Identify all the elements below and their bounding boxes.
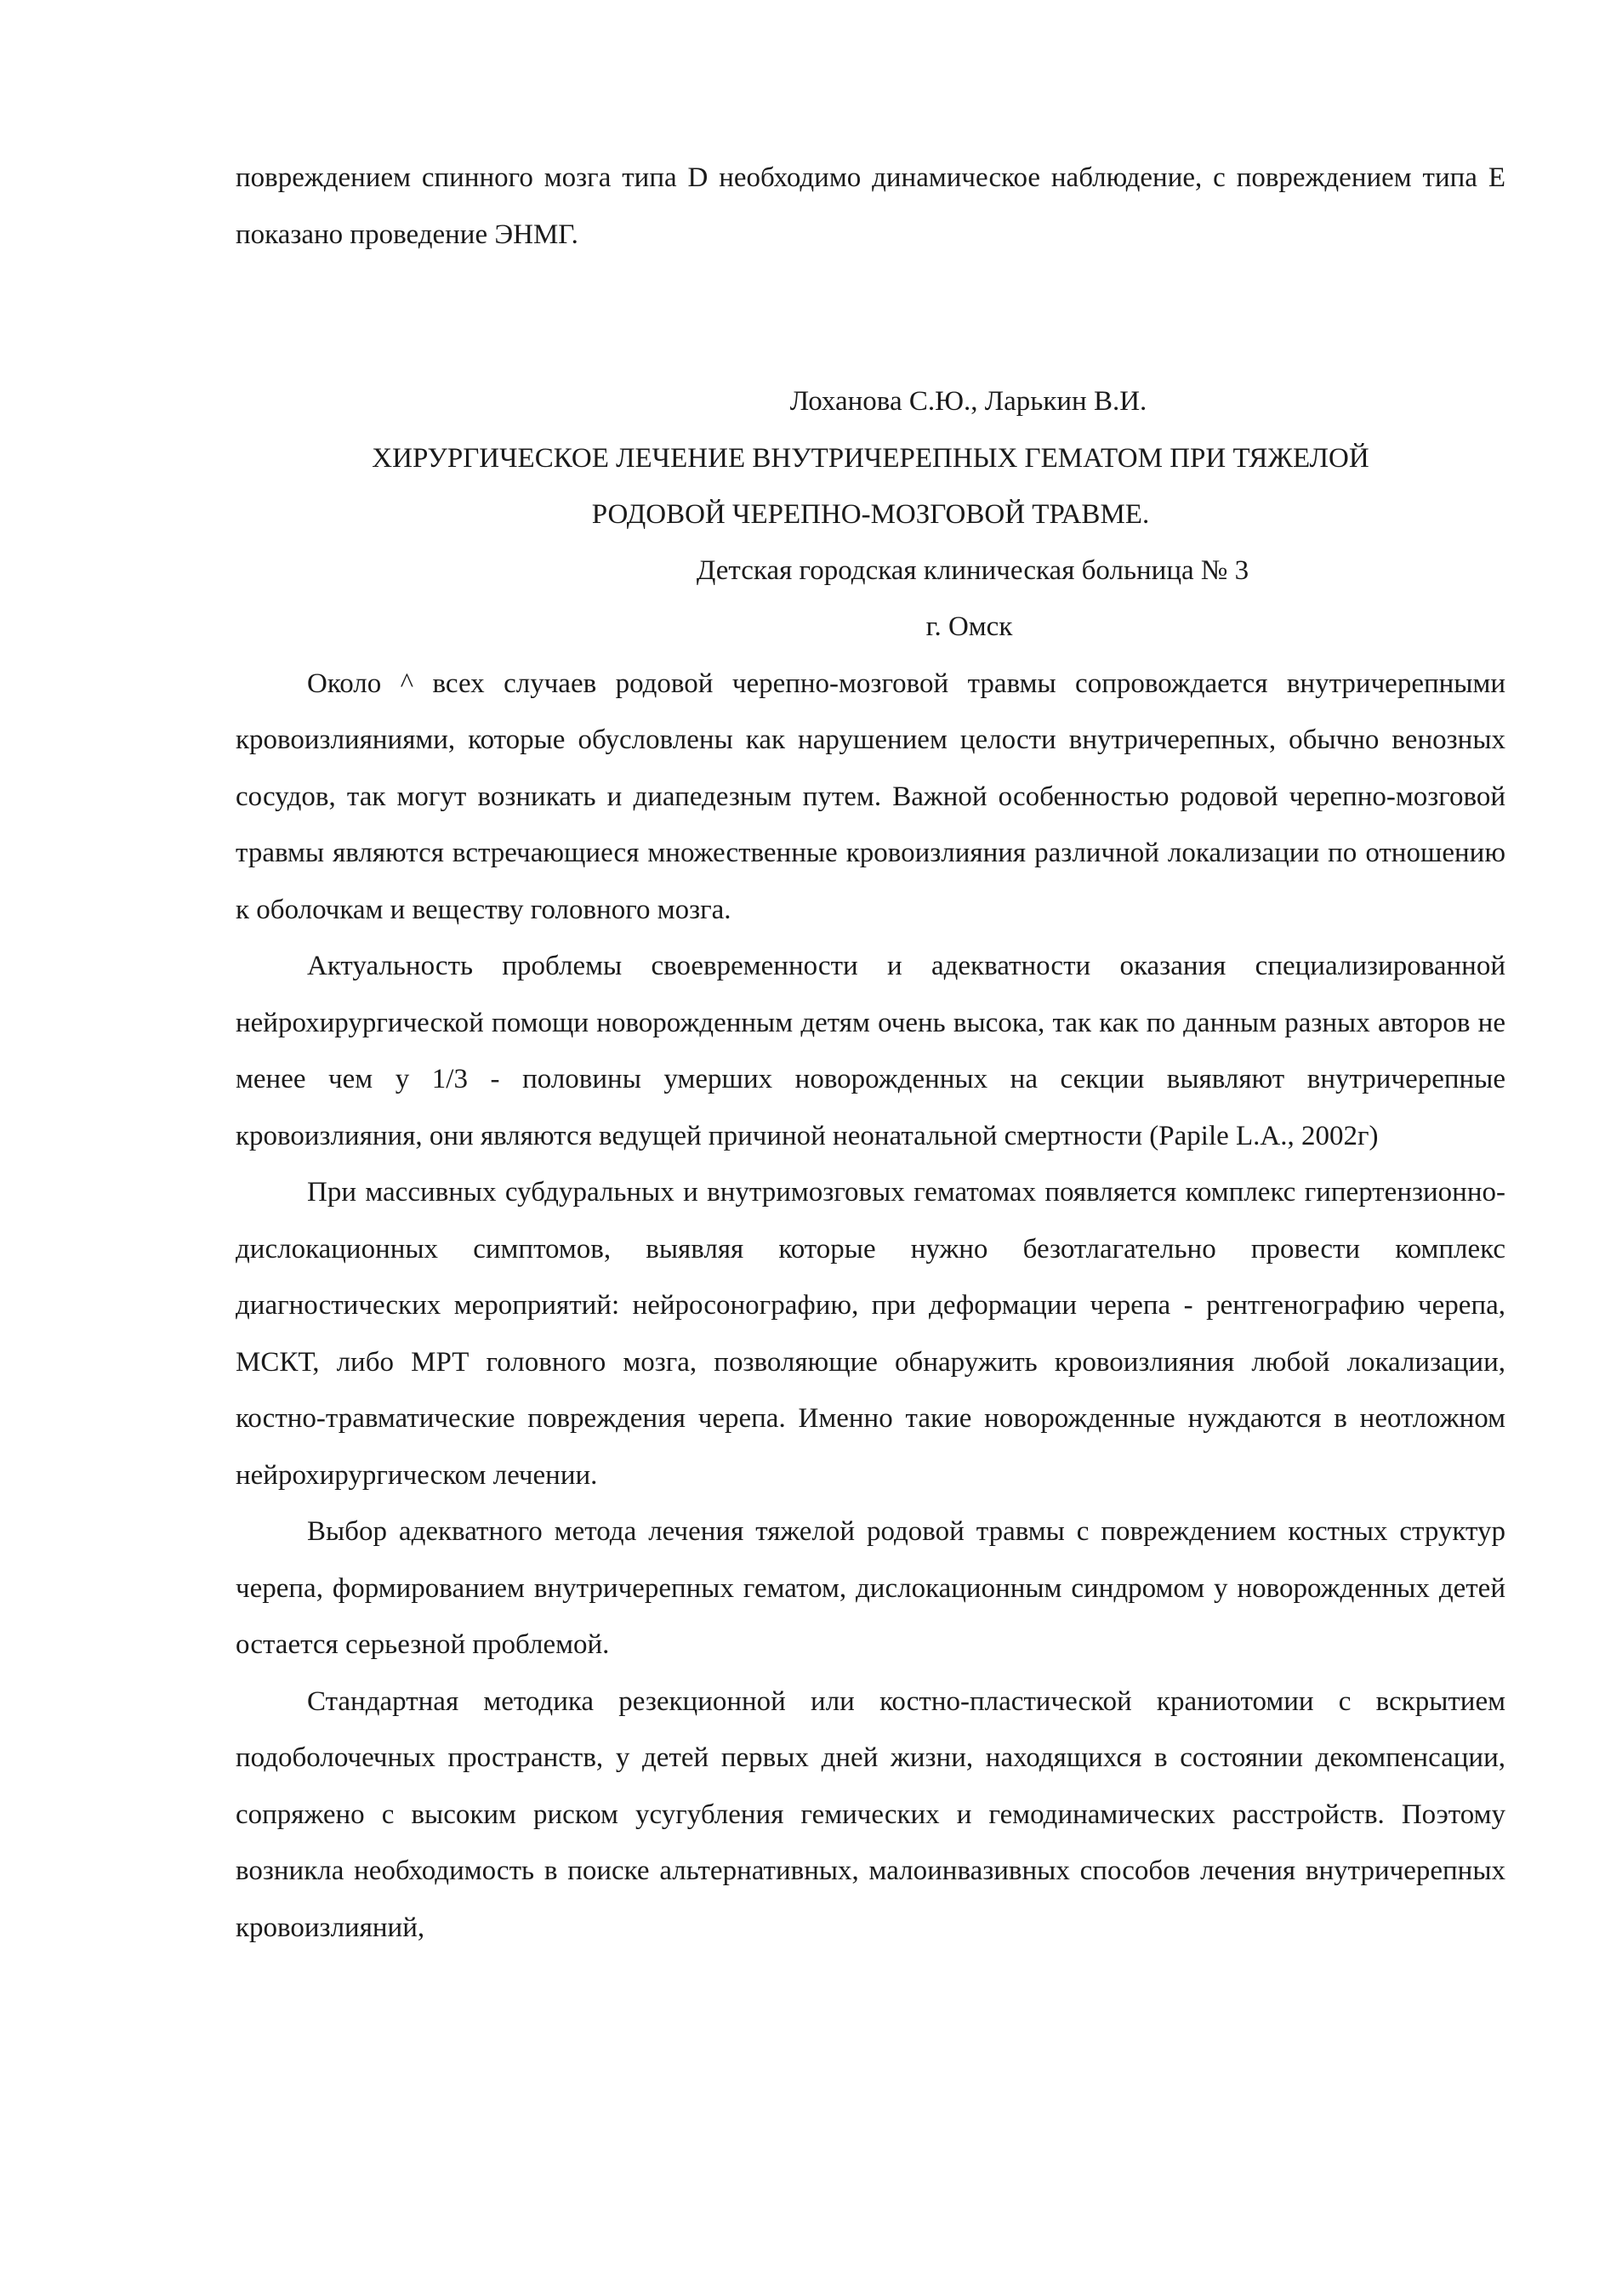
body-paragraph: Стандартная методика резекционной или костно-пластической краниотомии с вскрытием подоболочечных пространств, у детей первых дней жизни, находящихся в состоянии декомпенсации, сопряжено с высоким риском усугубления гемических и гемодинамических расстройств. Поэтому возникла необходимость в поиске альтернативных, малоинвазивных способов лечения внутричерепных кровоизлияний, bbox=[236, 1685, 1505, 1943]
document-page bbox=[236, 150, 1505, 1956]
body-paragraph: Выбор адекватного метода лечения тяжелой родовой травмы с повреждением костных структур черепа, формированием внутричерепных гематом, дислокационным синдромом у новорожденных детей остается серьезной проблемой. bbox=[236, 1516, 1505, 1660]
body-paragraph: При массивных субдуральных и внутримозговых гематомах появляется комплекс гипертензионно-дислокационных симптомов, выявляя которые нужно безотлагательно провести комплекс диагностических мероприятий: нейросонографию, при деформации черепа - рентгенографию черепа, МСКТ, либо МРТ головного мозга, позволяющие обнаружить кровоизлияния любой локализации, костно-травматические повреждения черепа. Именно такие новорожденные нуждаются в неотложном нейрохирургическом лечении. bbox=[236, 1177, 1505, 1491]
body-paragraph: Около ^ всех случаев родовой черепно-мозговой травмы сопровождается внутричерепными кровоизлияниями, которые обусловлены как нарушением целости внутричерепных, обычно венозных сосудов, так могут возникать и диапедезным путем. Важной особенностью родовой черепно-мозговой травмы являются встречающиеся множественные кровоизлияния различной локализации по отношению к оболочкам и веществу головного мозга. bbox=[236, 668, 1505, 925]
article-authors: Лоханова С.Ю., Ларькин В.И. bbox=[789, 386, 1147, 417]
article-affiliation: Детская городская клиническая больница № 3 bbox=[696, 554, 1249, 586]
article-header bbox=[236, 373, 1505, 656]
article-title-line-1: ХИРУРГИЧЕСКОЕ ЛЕЧЕНИЕ ВНУТРИЧЕРЕПНЫХ ГЕМАТОМ ПРИ ТЯЖЕЛОЙ bbox=[372, 442, 1369, 474]
body-paragraph: Актуальность проблемы своевременности и адекватности оказания специализированной нейрохирургической помощи новорожденным детям очень высока, так как по данным разных авторов не менее чем у 1/3 - половины умерших новорожденных на секции выявляют внутричерепные кровоизлияния, они являются ведущей причиной неонатальной смертности (Papile L.A., 2002г) bbox=[236, 951, 1505, 1151]
continuation-paragraph: повреждением спинного мозга типа D необходимо динамическое наблюдение, с повреждением типа Е показано проведение ЭНМГ. bbox=[236, 162, 1505, 250]
article-title-line-2: РОДОВОЙ ЧЕРЕПНО-МОЗГОВОЙ ТРАВМЕ. bbox=[591, 498, 1150, 530]
article-body bbox=[236, 656, 1505, 1957]
article-city: г. Омск bbox=[925, 611, 1013, 642]
